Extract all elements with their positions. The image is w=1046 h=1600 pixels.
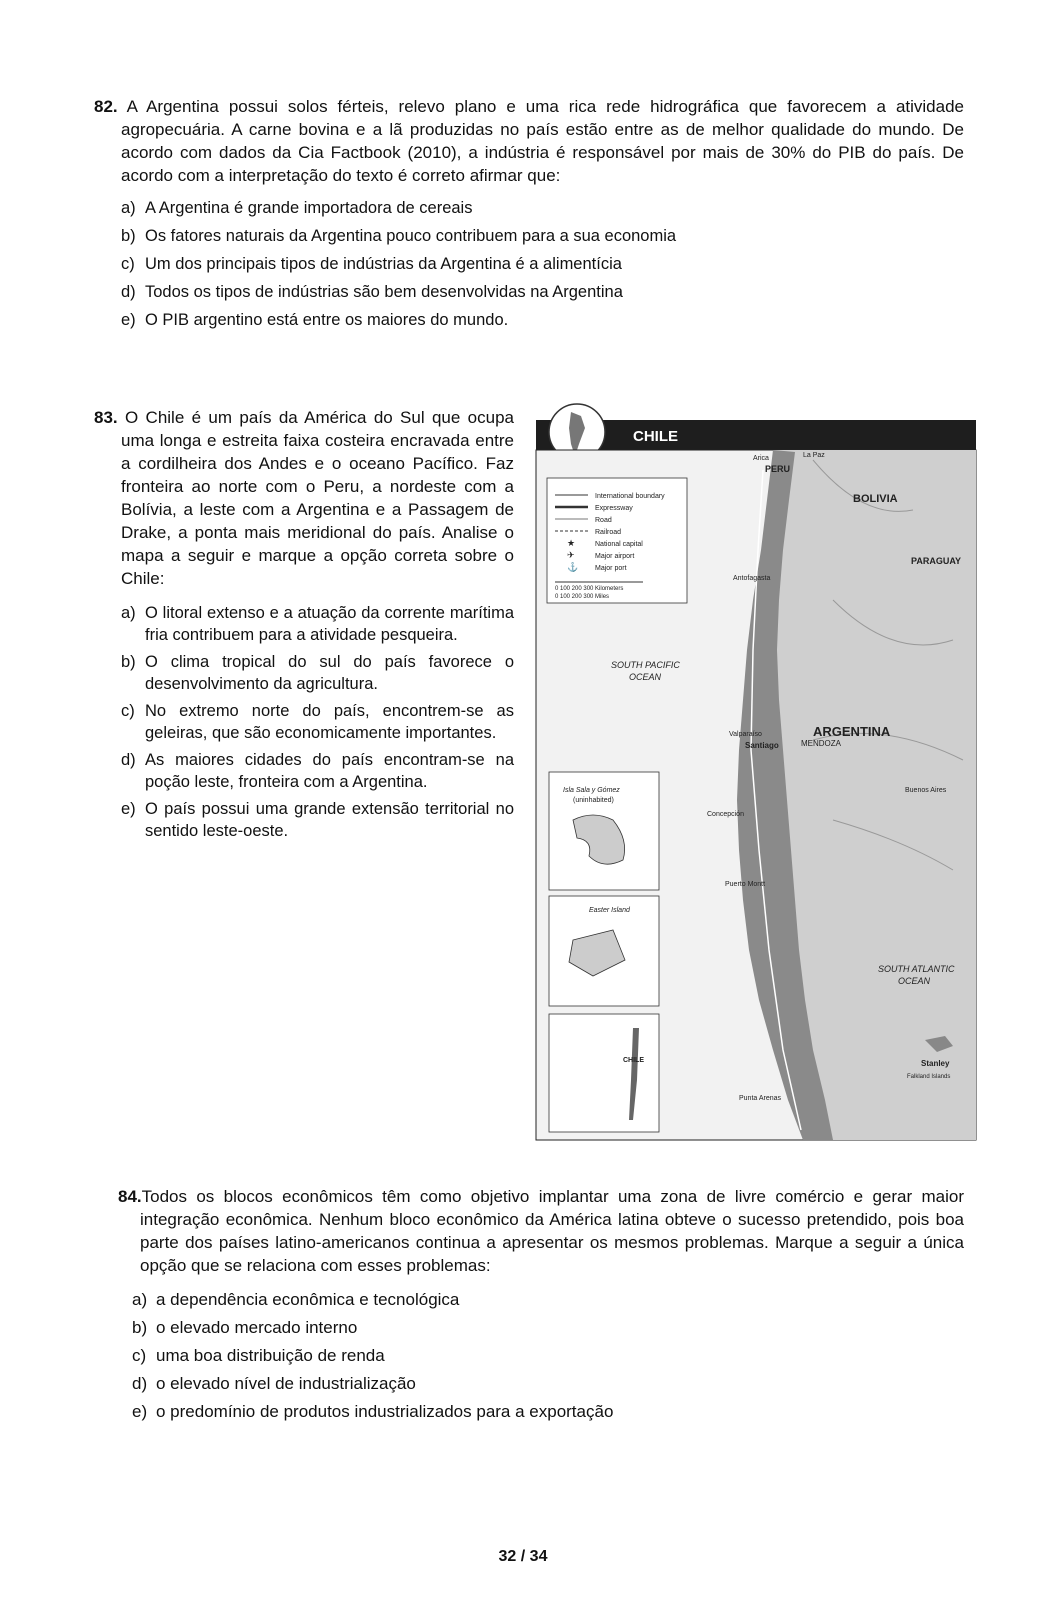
option-text: A Argentina é grande importadora de cereais — [145, 199, 473, 217]
inset-label: (uninhabited) — [573, 797, 614, 804]
legend-item: International boundary — [595, 493, 665, 500]
city-label: Arica — [753, 455, 769, 462]
city-label: La Paz — [803, 452, 825, 459]
national-capital-icon: ★ — [567, 538, 576, 548]
option-letter: d) — [121, 283, 136, 301]
legend-item: Major port — [595, 565, 627, 572]
option-letter: b) — [132, 1318, 148, 1337]
options-list — [94, 602, 514, 842]
option-letter: a) — [121, 604, 136, 622]
option-text: O litoral extenso e a atuação da corrente marítima fria contribuem para a atividade pesqueira. — [145, 604, 514, 644]
country-label: PARAGUAY — [911, 556, 962, 566]
page-number: 32 / 34 — [498, 1548, 548, 1565]
options-list — [94, 197, 964, 331]
scale-mi: 0 100 200 300 Miles — [555, 594, 610, 600]
ocean-label: SOUTH PACIFIC — [611, 660, 680, 670]
ocean-label: SOUTH ATLANTIC — [878, 964, 955, 974]
city-label: Stanley — [921, 1059, 950, 1068]
inset-label: CHILE — [623, 1057, 644, 1064]
map-title: CHILE — [633, 428, 678, 445]
option-text: o predomínio de produtos industrializados para a exportação — [156, 1402, 614, 1421]
option-letter: e) — [121, 800, 136, 818]
question-82 — [94, 95, 964, 337]
option-letter: b) — [121, 653, 136, 671]
capital-label: Santiago — [745, 741, 779, 750]
option-c[interactable] — [121, 700, 514, 744]
option-c[interactable] — [121, 253, 964, 275]
city-label: MENDOZA — [801, 739, 841, 748]
city-label: Punta Arenas — [739, 1095, 782, 1102]
question-83-stem — [94, 406, 514, 590]
question-number: 82. — [94, 97, 118, 116]
option-letter: b) — [121, 227, 136, 245]
question-number: 84. — [118, 1187, 142, 1206]
country-label: PERU — [765, 464, 791, 474]
question-number: 83. — [94, 408, 118, 427]
city-label: Puerto Montt — [725, 881, 766, 888]
question-82-stem — [94, 95, 964, 187]
option-letter: c) — [121, 702, 135, 720]
legend-item: Road — [595, 517, 612, 524]
options-list — [118, 1289, 964, 1423]
ocean-label: OCEAN — [629, 672, 662, 682]
option-text: Todos os tipos de indústrias são bem desenvolvidas na Argentina — [145, 283, 623, 301]
option-text: O PIB argentino está entre os maiores do mundo. — [145, 311, 509, 329]
legend-item: Railroad — [595, 529, 622, 536]
option-e[interactable] — [121, 309, 964, 331]
option-text: As maiores cidades do país encontram-se na poção leste, fronteira com a Argentina. — [145, 751, 514, 791]
question-84 — [118, 1185, 964, 1429]
chile-map — [533, 400, 979, 1158]
legend-item: Expressway — [595, 505, 633, 512]
option-letter: e) — [121, 311, 136, 329]
option-a[interactable] — [132, 1289, 964, 1311]
port-icon: ⚓ — [567, 562, 579, 572]
country-label: ARGENTINA — [813, 724, 891, 739]
legend-item: National capital — [595, 541, 643, 548]
option-a[interactable] — [121, 602, 514, 646]
stem-text: A Argentina possui solos férteis, relevo plano e uma rica rede hidrográfica que favorecem a atividade agropecuária. A carne bovina e a lã produzidas no país estão entre as de melhor qualidade do mundo. De acordo com dados da Cia Factbook (2010), a indústria é responsável por mais de 30% do PIB do país. De acordo com a interpretação do texto é correto afirmar que: — [121, 97, 964, 185]
option-letter: c) — [132, 1346, 147, 1365]
country-label: BOLIVIA — [853, 493, 898, 505]
option-text: O clima tropical do sul do país favorece o desenvolvimento da agricultura. — [145, 653, 514, 693]
option-letter: a) — [121, 199, 136, 217]
option-text: Um dos principais tipos de indústrias da Argentina é a alimentícia — [145, 255, 622, 273]
city-label: Valparaíso — [729, 731, 762, 738]
option-b[interactable] — [121, 651, 514, 695]
option-a[interactable] — [121, 197, 964, 219]
stem-text: O Chile é um país da América do Sul que ocupa uma longa e estreita faixa costeira encravada entre a cordilheira dos Andes e o oceano Pacífico. Faz fronteira ao norte com o Peru, a nordeste com a Bolívia, a leste com a Argentina e a Passagem de Drake, a ponta mais meridional do país. Analise o mapa a seguir e marque a opção correta sobre o Chile: — [121, 408, 514, 588]
option-text: o elevado mercado interno — [156, 1318, 358, 1337]
ocean-label: OCEAN — [898, 976, 931, 986]
scale-km: 0 100 200 300 Kilometers — [555, 586, 624, 592]
inset-locator — [549, 1014, 659, 1132]
option-letter: d) — [132, 1374, 148, 1393]
stem-text: Todos os blocos econômicos têm como objetivo implantar uma zona de livre comércio e gerar maior integração econômica. Nenhum bloco econômico da América latina obteve o sucesso pretendido, pois boa parte dos países latino-americanos continua a apresentar os mesmos problemas. Marque a seguir a única opção que se relaciona com esses problemas: — [140, 1187, 964, 1275]
option-letter: d) — [121, 751, 136, 769]
city-label: Buenos Aires — [905, 787, 947, 794]
option-letter: c) — [121, 255, 135, 273]
option-b[interactable] — [121, 225, 964, 247]
option-letter: a) — [132, 1290, 148, 1309]
option-d[interactable] — [132, 1373, 964, 1395]
option-d[interactable] — [121, 749, 514, 793]
option-letter: e) — [132, 1402, 148, 1421]
option-c[interactable] — [132, 1345, 964, 1367]
inset-label: Isla Sala y Gómez — [563, 787, 620, 794]
option-e[interactable] — [121, 798, 514, 842]
island-label: Falkland Islands — [907, 1074, 951, 1080]
option-b[interactable] — [132, 1317, 964, 1339]
city-label: Antofagasta — [733, 575, 771, 582]
option-d[interactable] — [121, 281, 964, 303]
legend-item: Major airport — [595, 553, 635, 560]
option-e[interactable] — [132, 1401, 964, 1423]
option-text: No extremo norte do país, encontrem-se as geleiras, que são economicamente importantes. — [145, 702, 514, 742]
option-text: a dependência econômica e tecnológica — [156, 1290, 460, 1309]
option-text: o elevado nível de industrialização — [156, 1374, 416, 1393]
option-text: uma boa distribuição de renda — [156, 1346, 385, 1365]
option-text: Os fatores naturais da Argentina pouco contribuem para a sua economia — [145, 227, 677, 245]
question-83 — [94, 406, 514, 847]
airport-icon: ✈ — [567, 550, 575, 560]
option-text: O país possui uma grande extensão territorial no sentido leste-oeste. — [145, 800, 514, 840]
city-label: Concepción — [707, 811, 744, 818]
inset-label: Easter Island — [589, 907, 630, 914]
question-84-stem — [118, 1185, 964, 1277]
